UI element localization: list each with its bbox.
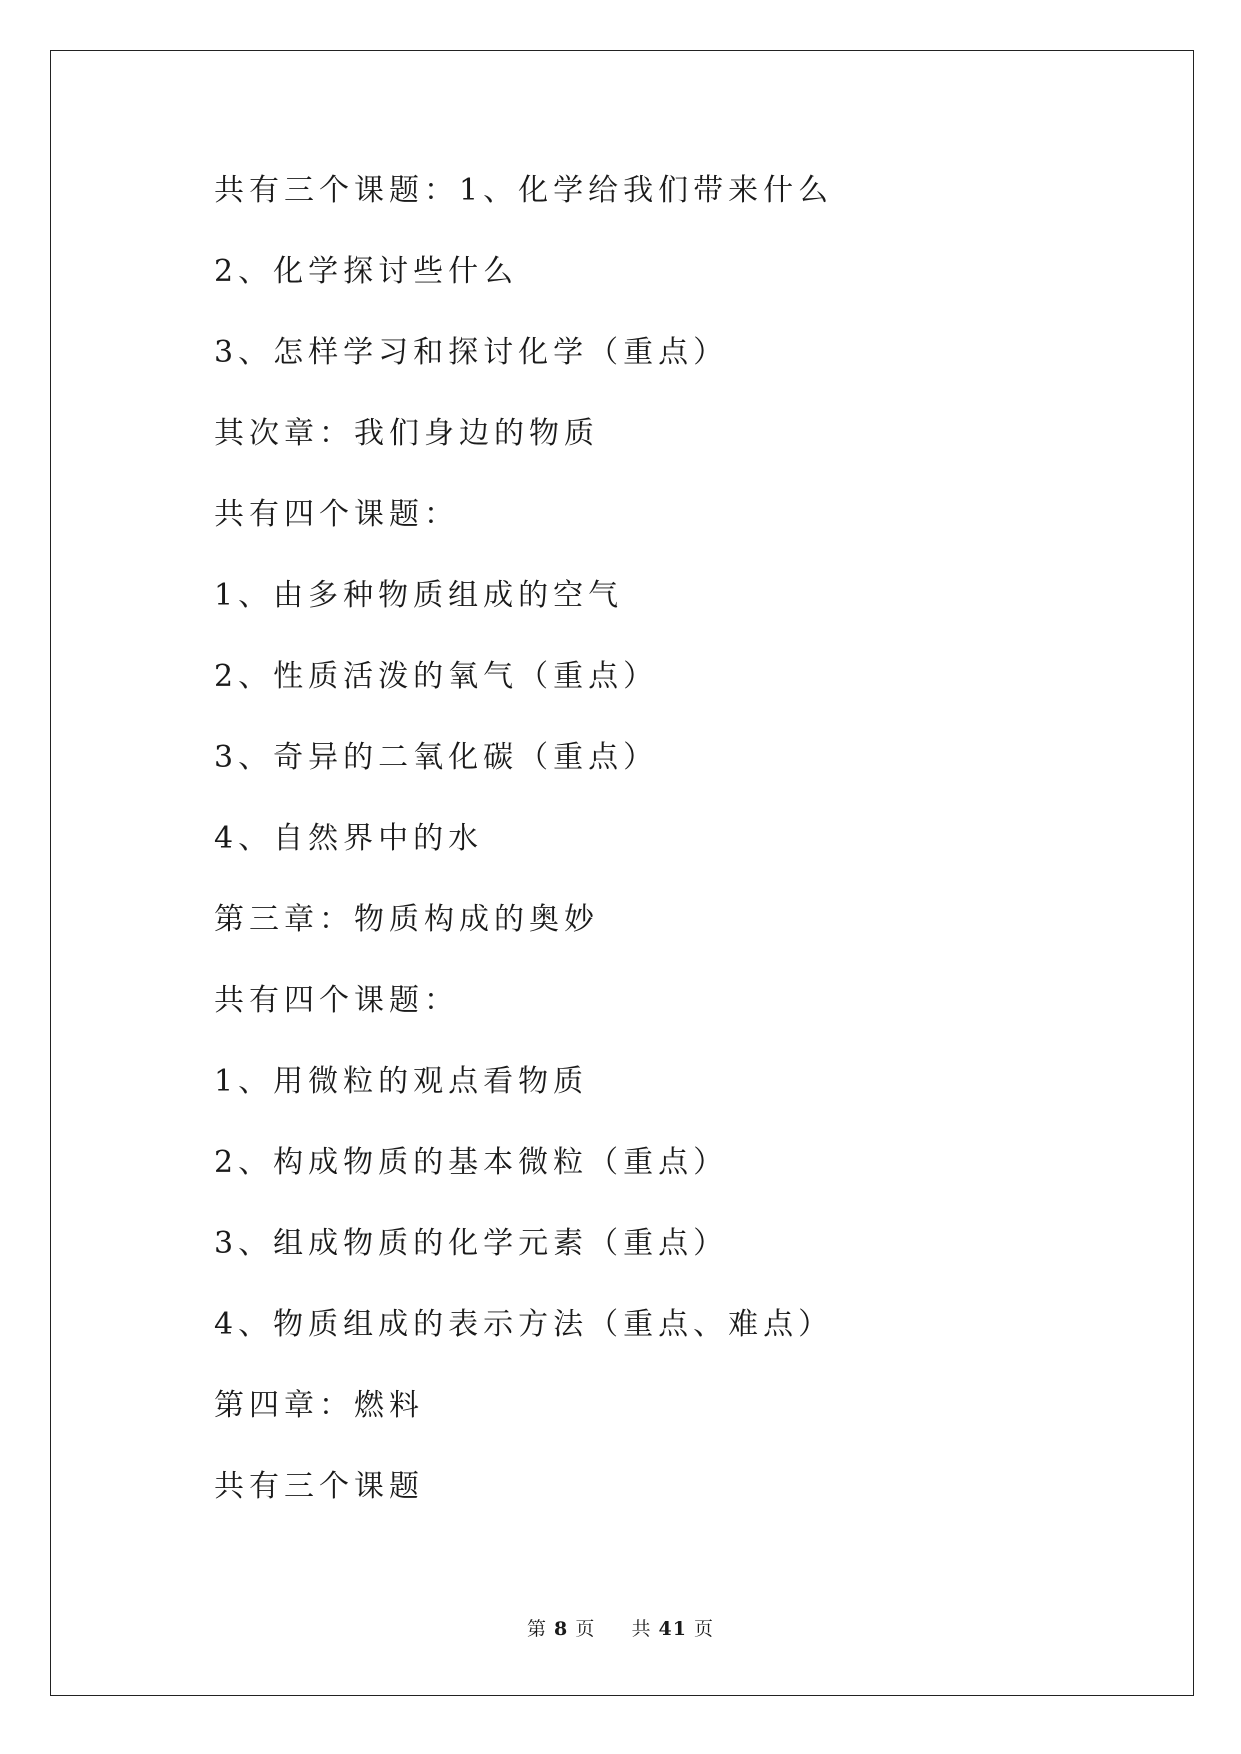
- chapter-heading: 第三章：物质构成的奥妙: [214, 902, 599, 937]
- text-line: 4、自然界中的水: [214, 821, 484, 856]
- text-line: 3、组成物质的化学元素（重点）: [214, 1226, 729, 1261]
- total-prefix: 共: [631, 1618, 652, 1640]
- text-line: 3、怎样学习和探讨化学（重点）: [214, 335, 729, 370]
- text-line: 共有四个课题：: [214, 983, 459, 1018]
- text-line: 共有三个课题：1、化学给我们带来什么: [214, 173, 834, 208]
- text-line: 3、奇异的二氧化碳（重点）: [214, 740, 659, 775]
- page-number: 8: [554, 1618, 569, 1640]
- text-line: 共有三个课题: [214, 1469, 424, 1504]
- page-prefix: 第: [526, 1618, 547, 1640]
- total-pages: 41: [658, 1618, 687, 1640]
- text-line: 共有四个课题：: [214, 497, 459, 532]
- document-body: [214, 164, 1114, 1541]
- text-line: 4、物质组成的表示方法（重点、难点）: [214, 1307, 834, 1342]
- text-line: 2、构成物质的基本微粒（重点）: [214, 1145, 729, 1180]
- page-suffix: 页: [575, 1618, 596, 1640]
- total-suffix: 页: [694, 1618, 715, 1640]
- text-line: 1、由多种物质组成的空气: [214, 578, 624, 613]
- chapter-heading: 第四章：燃料: [214, 1388, 424, 1423]
- chapter-heading: 其次章：我们身边的物质: [214, 416, 599, 451]
- text-line: 2、性质活泼的氧气（重点）: [214, 659, 659, 694]
- text-line: 1、用微粒的观点看物质: [214, 1064, 589, 1099]
- page-footer: [0, 1614, 1241, 1641]
- text-line: 2、化学探讨些什么: [214, 254, 519, 289]
